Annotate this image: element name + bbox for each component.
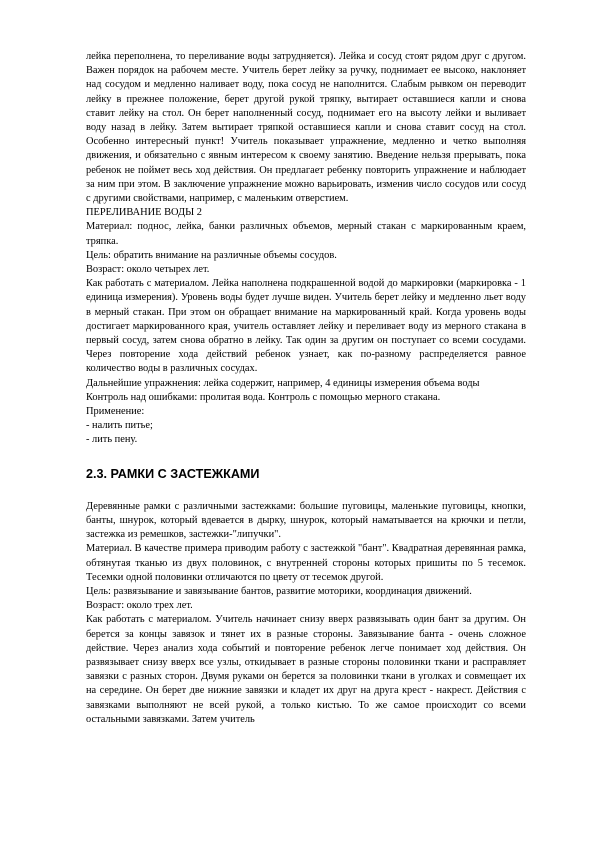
paragraph-goal: Цель: обратить внимание на различные объемы сосудов. [86, 249, 337, 261]
paragraph-frames-age: Возраст: около трех лет. [86, 600, 193, 612]
paragraph-frames-how: Как работать с материалом. Учитель начинает снизу вверх развязывать один бант за другим. Он берется за концы завязок и тянет их в разные стороны. Завязывание банта - очень сложное действие. Через анализ хода событий и повторение ребенок легче понимает ход действия. Он развязывает снизу вверх все узлы, откидывает в разные стороны половинки ткани и расправляет завязки с разных сторон. Двумя руками он берется за половинки ткани в уголках и совмещает их на середине. Он берет две нижние завязки и кладет их друг на друга крест - накрест. Действия с завязками выполняют не всей рукой, а только кистью. То же самое происходит со всеми остальными завязками. Затем учитель [86, 614, 526, 725]
paragraph-frames-material: Материал. В качестве примера приводим работу с застежкой "бант". Квадратная деревянная рамка, обтянутая тканью из двух половинок, с внутренней стороны которых пришиты по 5 тесемок. Тесемки одной половинки отличаются по цвету от тесемок другой. [86, 543, 526, 583]
list-item: - налить питье; [86, 420, 153, 432]
paragraph-application: Применение: [86, 406, 145, 418]
paragraph-frames-intro: Деревянные рамки с различными застежками: большие пуговицы, маленькие пуговицы, кнопки, банты, шнурок, который вдевается в дырку, шнурок, который наматывается на крючки и петли, застежка из ремешков, застежки-"липучки". [86, 500, 526, 541]
paragraph-frames-goal: Цель: развязывание и завязывание бантов, развитие моторики, координация движений. [86, 585, 472, 597]
paragraph-material: Материал: поднос, лейка, банки различных объемов, мерный стакан с маркированным краем, тряпка. [86, 221, 526, 247]
paragraph-pouring-intro: лейка переполнена, то переливание воды затрудняется). Лейка и сосуд стоят рядом друг с другом. Важен порядок на рабочем месте. Учитель берет лейку за ручку, поднимает ее высоко, наклоняет над сосудом и медленно наливает воду, пока сосуд не наполнится. Слабым рывком он переводит лейку в прежнее положение, берет другой рукой тряпку, вытирает оставшиеся капли и снова ставит лейку на стол. Он берет наполненный сосуд, поднимает его на высоту лейки и выливает воду назад в лейку. Затем вытирает тряпкой оставшиеся капли и снова ставит сосуд на стол. Особенно интересный пункт! Учитель показывает упражнение, медленно и четко выполняя движения, и обязательно с явным интересом к своему занятию. Введение нельзя прерывать, пока ребенок не поймет весь ход действия. Он предлагает ребенку повторить упражнение и наблюдает за ним при этом. В заключение упражнение можно варьировать, изменив число сосудов или сосуд с другими свойствами, например, с маленьким отверстием. [86, 51, 526, 205]
subsection-title-pouring-2: ПЕРЕЛИВАНИЕ ВОДЫ 2 [86, 207, 202, 219]
paragraph-further-exercises: Дальнейшие упражнения: лейка содержит, например, 4 единицы измерения объема воды [86, 377, 480, 389]
list-item: - лить пену. [86, 434, 138, 446]
paragraph-error-control: Контроль над ошибками: пролитая вода. Контроль с помощью мерного стакана. [86, 391, 441, 403]
section-heading-frames: 2.3. РАМКИ С ЗАСТЕЖКАМИ [86, 466, 260, 481]
paragraph-how-to-work: Как работать с материалом. Лейка наполнена подкрашенной водой до маркировки (маркировка - 1 единица измерения). Уровень воды будет лучше виден. Учитель берет лейку и медленно льет воду в мерный стакан. При этом он обращает внимание на маркированный край. Когда уровень воды достигает маркированного края, учитель оставляет лейку и переливает воду из мерного стакана в первый сосуд, затем снова обратно в лейку. Так один за другим он поступает со всеми сосудами. Через повторение хода действий ребенок узнает, как по-разному распределяется равное количество воды в различных сосудах. [86, 278, 526, 375]
page-content [86, 50, 526, 727]
paragraph-age: Возраст: около четырех лет. [86, 264, 210, 276]
